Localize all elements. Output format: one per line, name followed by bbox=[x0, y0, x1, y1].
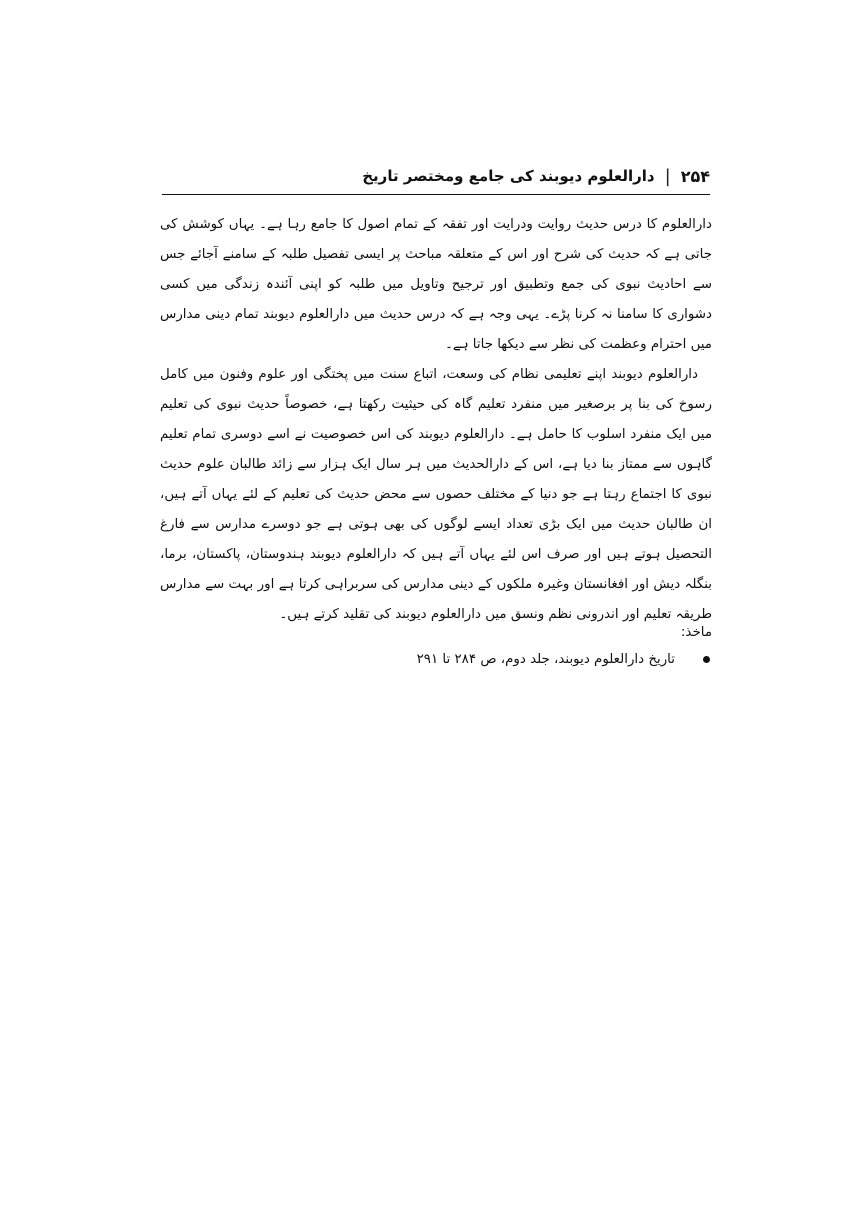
running-head bbox=[160, 158, 710, 194]
source-item bbox=[160, 652, 712, 667]
source-text: تاریخ دارالعلوم دیوبند، جلد دوم، ص ۲۸۴ تا ۲۹۱ bbox=[416, 652, 675, 667]
header-rule bbox=[162, 194, 710, 195]
book-title: دارالعلوم دیوبند کی جامع ومختصر تاریخ bbox=[362, 167, 655, 185]
page-number: ۲۵۴ bbox=[680, 166, 710, 186]
header-separator: | bbox=[664, 165, 671, 187]
paragraph: دارالعلوم کا درس حدیث روایت ودرایت اور تفقہ کے تمام اصول کا جامع رہا ہے۔ یہاں کوشش کی جاتی ہے کہ حدیث کی شرح اور اس کے متعلقہ مباحث پر ایسی تفصیل طلبہ کے سامنے آجائے جس سے احادیث نبوی کی جمع وتطبیق اور ترجیح وتاویل میں طلبہ کو اپنی آئندہ زندگی میں کسی دشواری کا سامنا نہ کرنا پڑے۔ یہی وجہ ہے کہ درس حدیث میں دارالعلوم دیوبند تمام دینی مدارس میں احترام وعظمت کی نظر سے دیکھا جاتا ہے۔ bbox=[160, 217, 712, 352]
body-text bbox=[160, 210, 712, 630]
bullet-icon bbox=[703, 656, 710, 663]
paragraph: دارالعلوم دیوبند اپنے تعلیمی نظام کی وسعت، اتباع سنت میں پختگی اور علوم وفنون میں کامل رسوخ کی بنا پر برصغیر میں منفرد تعلیم گاہ کی حیثیت رکھتا ہے، خصوصاً حدیث نبوی کی تعلیم میں ایک منفرد اسلوب کا حامل ہے۔ دارالعلوم دیوبند کی اس خصوصیت نے اسے دوسری تمام تعلیم گاہوں سے ممتاز بنا دیا ہے، اس کے دارالحدیث میں ہر سال ایک ہزار سے زائد طالبان علوم حدیث نبوی کا اجتماع رہتا ہے جو دنیا کے مختلف حصوں سے محض حدیث کی تعلیم کے لئے یہاں آتے ہیں، ان طالبان حدیث میں ایک بڑی تعداد ایسے لوگوں کی بھی ہوتی ہے جو دوسرے مدارس سے فارغ التحصیل ہوتے ہیں اور صرف اس لئے یہاں آتے ہیں کہ دارالعلوم دیوبند ہندوستان، پاکستان، برما، بنگلہ دیش اور افغانستان وغیرہ ملکوں کے دینی مدارس کی سربراہی کرتا ہے اور بہت سے مدارس طریقہ تعلیم اور اندرونی نظم ونسق میں دارالعلوم دیوبند کی تقلید کرتے ہیں۔ bbox=[160, 367, 712, 622]
sources-heading: ماخذ: bbox=[680, 625, 712, 640]
sources-section bbox=[160, 620, 712, 667]
